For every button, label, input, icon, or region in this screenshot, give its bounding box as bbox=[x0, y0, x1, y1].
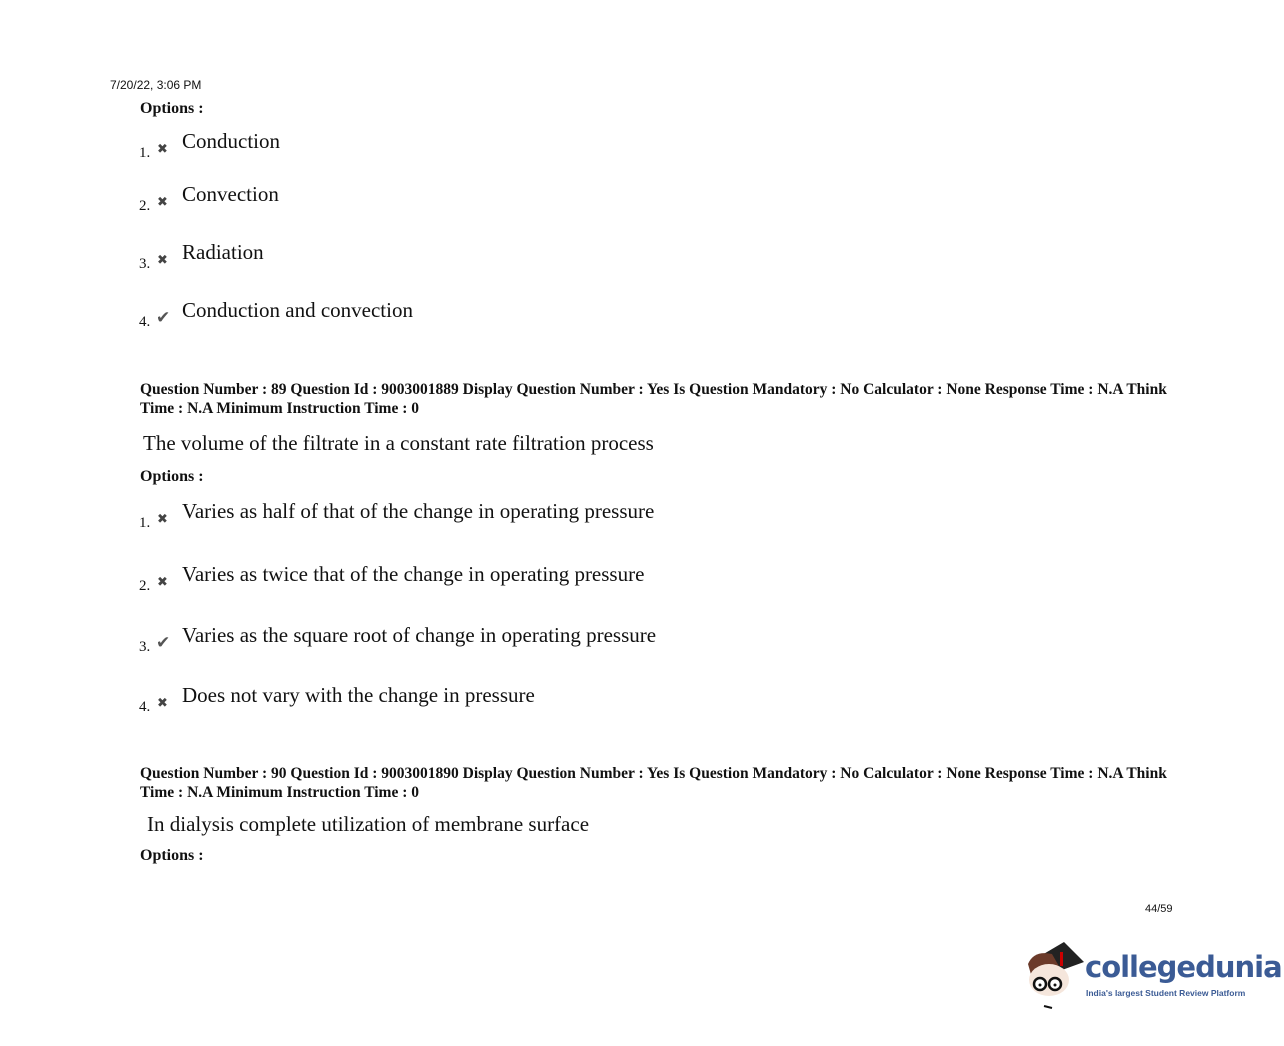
option-number: 4. bbox=[139, 699, 151, 715]
brand-tagline: India's largest Student Review Platform bbox=[1086, 988, 1246, 998]
cross-icon: ✖ bbox=[157, 194, 168, 209]
option-number: 1. bbox=[139, 515, 151, 531]
option-text: Radiation bbox=[182, 240, 264, 264]
option-text: Varies as half of that of the change in operating pressure bbox=[182, 499, 655, 523]
cross-icon: ✖ bbox=[157, 511, 168, 526]
option-text: Conduction and convection bbox=[182, 298, 413, 322]
check-icon: ✔ bbox=[156, 633, 171, 652]
option-number: 1. bbox=[139, 145, 151, 161]
options-label: Options : bbox=[140, 100, 204, 117]
option-number: 4. bbox=[139, 314, 151, 330]
question-meta: Question Number : 89 Question Id : 9003001889 Display Question Number : Yes Is Question Mandatory : No Calculator : None Response Time : N.A Think Time : N.A Minimum Instruction Time : 0 bbox=[140, 381, 1167, 417]
question-meta: Question Number : 90 Question Id : 9003001890 Display Question Number : Yes Is Question Mandatory : No Calculator : None Response Time : N.A Think Time : N.A Minimum Instruction Time : 0 bbox=[140, 765, 1167, 801]
collegedunia-logo bbox=[1024, 940, 1282, 1010]
cross-icon: ✖ bbox=[157, 141, 168, 156]
option-number: 3. bbox=[139, 639, 151, 655]
cross-icon: ✖ bbox=[157, 574, 168, 589]
option-text: Convection bbox=[182, 182, 279, 206]
question-text: The volume of the filtrate in a constant rate filtration process bbox=[143, 431, 654, 455]
option-text: Varies as twice that of the change in operating pressure bbox=[182, 562, 645, 586]
option-text: Does not vary with the change in pressure bbox=[182, 683, 535, 707]
option-text: Varies as the square root of change in operating pressure bbox=[182, 623, 657, 647]
timestamp: 7/20/22, 3:06 PM bbox=[110, 78, 202, 92]
option-number: 2. bbox=[139, 198, 151, 214]
cross-icon: ✖ bbox=[157, 252, 168, 267]
options-label: Options : bbox=[140, 468, 204, 485]
page-number: 44/59 bbox=[1145, 903, 1173, 915]
option-number: 2. bbox=[139, 578, 151, 594]
mascot-icon bbox=[1024, 940, 1084, 1010]
brand-name: collegedunia bbox=[1085, 950, 1282, 984]
cross-icon: ✖ bbox=[157, 695, 168, 710]
option-text: Conduction bbox=[182, 129, 280, 153]
options-label: Options : bbox=[140, 847, 204, 864]
check-icon: ✔ bbox=[156, 308, 171, 327]
question-text: In dialysis complete utilization of membrane surface bbox=[147, 812, 590, 836]
option-number: 3. bbox=[139, 256, 151, 272]
